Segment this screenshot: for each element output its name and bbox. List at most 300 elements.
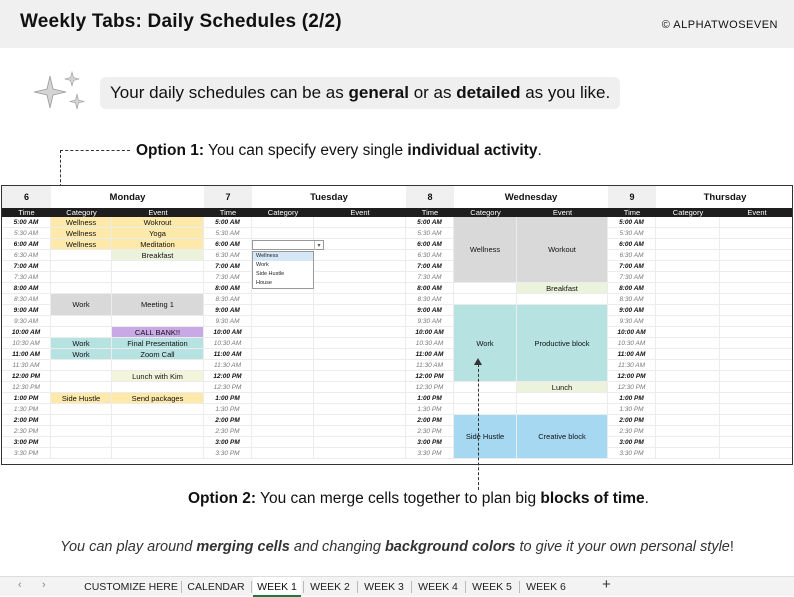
time-cell: 11:30 AM xyxy=(2,360,51,371)
time-column-header: Time xyxy=(2,208,51,217)
time-cell: 10:30 AM xyxy=(2,338,51,349)
category-cell[interactable] xyxy=(252,426,314,437)
time-cell: 10:30 AM xyxy=(608,338,656,349)
option2-bold: blocks of time xyxy=(540,490,645,507)
schedule-entry[interactable]: Wellness xyxy=(51,239,112,250)
category-cell[interactable] xyxy=(656,437,720,448)
time-cell: 1:00 PM xyxy=(608,393,656,404)
event-cell[interactable] xyxy=(720,239,793,250)
tab-scroll-left-icon[interactable]: ‹ xyxy=(18,579,22,591)
category-cell[interactable] xyxy=(51,415,112,426)
category-column-header: Category xyxy=(656,208,720,217)
time-cell: 11:00 AM xyxy=(608,349,656,360)
time-cell: 5:30 AM xyxy=(2,228,51,239)
merged-block[interactable]: Workout xyxy=(517,217,608,283)
merged-block[interactable]: Side Hustle xyxy=(454,415,517,459)
dropdown-option[interactable]: House xyxy=(256,280,272,286)
closing-bold: merging cells xyxy=(196,539,290,555)
time-cell: 8:30 AM xyxy=(608,294,656,305)
event-cell[interactable] xyxy=(112,316,204,327)
event-cell[interactable] xyxy=(314,382,406,393)
tab-separator xyxy=(411,581,412,593)
time-cell: 9:30 AM xyxy=(2,316,51,327)
schedule-entry[interactable]: Wellness xyxy=(51,228,112,239)
category-cell[interactable] xyxy=(252,294,314,305)
event-cell[interactable] xyxy=(112,404,204,415)
schedule-entry[interactable]: Lunch with Kim xyxy=(112,371,204,382)
category-cell[interactable] xyxy=(656,404,720,415)
category-cell[interactable] xyxy=(656,316,720,327)
tab-calendar[interactable]: CALENDAR xyxy=(187,581,245,593)
time-cell: 10:30 AM xyxy=(406,338,454,349)
time-cell: 7:30 AM xyxy=(608,272,656,283)
category-cell[interactable] xyxy=(252,371,314,382)
category-cell[interactable] xyxy=(454,382,517,393)
tab-customize-here[interactable]: CUSTOMIZE HERE xyxy=(84,581,178,593)
time-cell: 12:30 PM xyxy=(608,382,656,393)
time-cell: 8:00 AM xyxy=(2,283,51,294)
time-cell: 7:00 AM xyxy=(2,261,51,272)
event-cell[interactable] xyxy=(720,305,793,316)
event-cell[interactable] xyxy=(517,294,608,305)
time-cell: 10:00 AM xyxy=(406,327,454,338)
category-cell[interactable] xyxy=(252,349,314,360)
time-cell: 11:00 AM xyxy=(204,349,252,360)
category-column-header: Category xyxy=(454,208,517,217)
time-cell: 5:00 AM xyxy=(204,217,252,228)
time-cell: 2:00 PM xyxy=(2,415,51,426)
category-cell[interactable] xyxy=(252,448,314,459)
closing-text: and changing xyxy=(289,539,385,555)
time-cell: 3:00 PM xyxy=(204,437,252,448)
merged-block[interactable]: Wellness xyxy=(454,217,517,283)
merged-block[interactable]: Creative block xyxy=(517,415,608,459)
intro-text: Your daily schedules can be as xyxy=(110,83,349,102)
event-cell[interactable] xyxy=(720,371,793,382)
time-cell: 8:00 AM xyxy=(608,283,656,294)
schedule-sheet xyxy=(1,185,793,465)
category-cell[interactable] xyxy=(454,283,517,294)
event-cell[interactable] xyxy=(314,338,406,349)
option1-text: . xyxy=(537,142,542,159)
time-cell: 12:30 PM xyxy=(406,382,454,393)
time-cell: 1:30 PM xyxy=(608,404,656,415)
time-cell: 7:30 AM xyxy=(406,272,454,283)
closing-text: to give it your own personal style xyxy=(515,539,730,555)
time-cell: 5:30 AM xyxy=(406,228,454,239)
event-cell[interactable] xyxy=(314,272,406,283)
event-cell[interactable] xyxy=(720,360,793,371)
day-name: Monday xyxy=(51,186,204,208)
day-name: Wednesday xyxy=(454,186,608,208)
event-cell[interactable] xyxy=(112,415,204,426)
time-cell: 12:00 PM xyxy=(204,371,252,382)
event-cell[interactable] xyxy=(314,327,406,338)
event-cell[interactable] xyxy=(720,316,793,327)
time-cell: 1:00 PM xyxy=(406,393,454,404)
event-cell[interactable] xyxy=(112,437,204,448)
tab-separator xyxy=(357,581,358,593)
intro-callout xyxy=(100,77,620,109)
event-cell[interactable] xyxy=(314,305,406,316)
event-cell[interactable] xyxy=(314,426,406,437)
event-cell[interactable] xyxy=(314,393,406,404)
category-cell[interactable] xyxy=(656,217,720,228)
time-cell: 2:00 PM xyxy=(608,415,656,426)
event-cell[interactable] xyxy=(720,382,793,393)
event-cell[interactable] xyxy=(720,393,793,404)
category-cell[interactable] xyxy=(454,294,517,305)
time-cell: 3:00 PM xyxy=(608,437,656,448)
category-cell[interactable] xyxy=(51,404,112,415)
category-cell[interactable] xyxy=(656,371,720,382)
category-cell[interactable] xyxy=(252,382,314,393)
merged-block[interactable]: Work xyxy=(51,294,112,316)
dropdown-option[interactable]: Wellness xyxy=(253,252,313,261)
tab-separator xyxy=(251,581,252,593)
schedule-entry[interactable]: Yoga xyxy=(112,228,204,239)
time-cell: 1:00 PM xyxy=(204,393,252,404)
page-title: Weekly Tabs: Daily Schedules (2/2) xyxy=(20,11,342,32)
time-cell: 7:00 AM xyxy=(608,261,656,272)
category-cell[interactable] xyxy=(656,426,720,437)
time-cell: 5:00 AM xyxy=(406,217,454,228)
option2-caption xyxy=(188,490,649,508)
schedule-entry[interactable]: Zoom Call xyxy=(112,349,204,360)
option1-caption xyxy=(136,142,542,160)
event-column-header: Event xyxy=(112,208,204,217)
time-cell: 11:30 AM xyxy=(608,360,656,371)
event-cell[interactable] xyxy=(720,404,793,415)
category-cell[interactable] xyxy=(656,360,720,371)
category-cell[interactable] xyxy=(656,327,720,338)
category-cell[interactable] xyxy=(656,272,720,283)
category-cell[interactable] xyxy=(252,437,314,448)
category-cell[interactable] xyxy=(656,250,720,261)
category-cell[interactable] xyxy=(454,393,517,404)
event-cell[interactable] xyxy=(720,415,793,426)
event-cell[interactable] xyxy=(314,261,406,272)
category-cell[interactable] xyxy=(51,448,112,459)
time-cell: 10:30 AM xyxy=(204,338,252,349)
event-column-header: Event xyxy=(517,208,608,217)
merged-block[interactable]: Productive block xyxy=(517,305,608,382)
tab-week-2[interactable]: WEEK 2 xyxy=(310,581,350,593)
event-cell[interactable] xyxy=(720,283,793,294)
copyright: © ALPHATWOSEVEN xyxy=(661,19,778,31)
option2-text: . xyxy=(644,490,649,507)
category-cell[interactable] xyxy=(656,261,720,272)
event-column-header: Event xyxy=(314,208,406,217)
event-cell[interactable] xyxy=(314,228,406,239)
time-cell: 6:30 AM xyxy=(406,250,454,261)
time-cell: 6:30 AM xyxy=(2,250,51,261)
event-cell[interactable] xyxy=(720,217,793,228)
option2-arrowhead xyxy=(474,358,482,365)
closing-bold: background colors xyxy=(384,539,516,555)
closing-note xyxy=(0,539,794,555)
option2-connector xyxy=(478,364,479,490)
event-cell[interactable] xyxy=(314,371,406,382)
category-cell[interactable] xyxy=(51,382,112,393)
category-cell[interactable] xyxy=(656,448,720,459)
time-cell: 3:30 PM xyxy=(2,448,51,459)
time-cell: 3:00 PM xyxy=(2,437,51,448)
category-cell[interactable] xyxy=(656,294,720,305)
event-cell[interactable] xyxy=(112,382,204,393)
time-cell: 3:30 PM xyxy=(406,448,454,459)
event-cell[interactable] xyxy=(720,327,793,338)
event-cell[interactable] xyxy=(314,217,406,228)
category-cell[interactable] xyxy=(656,393,720,404)
schedule-entry[interactable]: Breakfast xyxy=(112,250,204,261)
time-cell: 6:30 AM xyxy=(204,250,252,261)
category-cell[interactable] xyxy=(51,250,112,261)
schedule-entry[interactable]: CALL BANK!! xyxy=(112,327,204,338)
time-cell: 6:00 AM xyxy=(406,239,454,250)
category-cell[interactable] xyxy=(656,415,720,426)
event-cell[interactable] xyxy=(720,261,793,272)
sheet-tab-bar xyxy=(0,576,794,596)
tab-scroll-right-icon[interactable]: › xyxy=(42,579,46,591)
category-cell[interactable] xyxy=(656,382,720,393)
time-cell: 9:00 AM xyxy=(2,305,51,316)
time-cell: 2:30 PM xyxy=(2,426,51,437)
event-cell[interactable] xyxy=(314,316,406,327)
time-cell: 8:00 AM xyxy=(406,283,454,294)
schedule-entry[interactable]: Send packages xyxy=(112,393,204,404)
day-number: 8 xyxy=(406,186,454,208)
time-cell: 2:00 PM xyxy=(406,415,454,426)
day-name: Tuesday xyxy=(252,186,406,208)
day-number: 7 xyxy=(204,186,252,208)
event-cell[interactable] xyxy=(314,239,406,250)
time-cell: 9:30 AM xyxy=(608,316,656,327)
time-cell: 9:00 AM xyxy=(406,305,454,316)
option2-label: Option 2: xyxy=(188,490,257,507)
event-cell[interactable] xyxy=(314,283,406,294)
event-cell[interactable] xyxy=(112,272,204,283)
option1-bold: individual activity xyxy=(407,142,538,159)
chevron-down-icon[interactable]: ▾ xyxy=(314,241,323,250)
event-cell[interactable] xyxy=(720,272,793,283)
schedule-entry[interactable]: Meditation xyxy=(112,239,204,250)
category-cell[interactable] xyxy=(656,239,720,250)
category-cell[interactable] xyxy=(252,217,314,228)
category-dropdown[interactable] xyxy=(252,240,324,250)
time-cell: 10:00 AM xyxy=(608,327,656,338)
time-cell: 8:00 AM xyxy=(204,283,252,294)
time-cell: 9:30 AM xyxy=(204,316,252,327)
merged-block[interactable]: Meeting 1 xyxy=(112,294,204,316)
category-cell[interactable] xyxy=(252,360,314,371)
event-cell[interactable] xyxy=(517,404,608,415)
schedule-entry[interactable]: Lunch xyxy=(517,382,608,393)
time-cell: 10:00 AM xyxy=(2,327,51,338)
event-cell[interactable] xyxy=(720,437,793,448)
intro-bold-detailed: detailed xyxy=(456,83,521,102)
category-cell[interactable] xyxy=(51,327,112,338)
category-cell[interactable] xyxy=(656,228,720,239)
schedule-entry[interactable]: Work xyxy=(51,349,112,360)
event-cell[interactable] xyxy=(720,448,793,459)
category-cell[interactable] xyxy=(51,426,112,437)
tab-separator xyxy=(465,581,466,593)
event-cell[interactable] xyxy=(314,415,406,426)
merged-block[interactable]: Work xyxy=(454,305,517,382)
tab-separator xyxy=(303,581,304,593)
category-cell[interactable] xyxy=(252,415,314,426)
time-cell: 6:00 AM xyxy=(608,239,656,250)
time-cell: 7:00 AM xyxy=(406,261,454,272)
time-cell: 3:30 PM xyxy=(608,448,656,459)
event-cell[interactable] xyxy=(314,404,406,415)
time-cell: 12:30 PM xyxy=(2,382,51,393)
category-column-header: Category xyxy=(252,208,314,217)
tab-week-1[interactable]: WEEK 1 xyxy=(253,577,301,597)
add-sheet-button[interactable]: + xyxy=(602,576,611,593)
event-cell[interactable] xyxy=(720,228,793,239)
page-header xyxy=(0,0,794,48)
closing-text: ! xyxy=(729,539,734,555)
time-cell: 8:30 AM xyxy=(2,294,51,305)
time-cell: 9:30 AM xyxy=(406,316,454,327)
time-cell: 10:00 AM xyxy=(204,327,252,338)
time-cell: 6:00 AM xyxy=(2,239,51,250)
time-cell: 8:30 AM xyxy=(204,294,252,305)
dropdown-option[interactable]: Work xyxy=(256,262,269,268)
event-cell[interactable] xyxy=(720,294,793,305)
time-cell: 12:00 PM xyxy=(608,371,656,382)
time-cell: 2:30 PM xyxy=(204,426,252,437)
time-cell: 9:00 AM xyxy=(204,305,252,316)
time-cell: 7:30 AM xyxy=(204,272,252,283)
category-cell[interactable] xyxy=(51,272,112,283)
event-cell[interactable] xyxy=(720,338,793,349)
category-cell[interactable] xyxy=(656,349,720,360)
event-cell[interactable] xyxy=(112,360,204,371)
time-cell: 5:30 AM xyxy=(204,228,252,239)
time-cell: 2:30 PM xyxy=(406,426,454,437)
event-cell[interactable] xyxy=(112,261,204,272)
time-cell: 2:00 PM xyxy=(204,415,252,426)
event-cell[interactable] xyxy=(314,448,406,459)
event-cell[interactable] xyxy=(314,250,406,261)
time-cell: 11:30 AM xyxy=(204,360,252,371)
category-cell[interactable] xyxy=(252,228,314,239)
time-cell: 7:30 AM xyxy=(2,272,51,283)
category-cell[interactable] xyxy=(252,404,314,415)
event-cell[interactable] xyxy=(720,349,793,360)
schedule-entry[interactable]: Side Hustle xyxy=(51,393,112,404)
time-cell: 5:00 AM xyxy=(2,217,51,228)
schedule-entry[interactable]: Work xyxy=(51,338,112,349)
category-cell[interactable] xyxy=(656,305,720,316)
day-name: Thursday xyxy=(656,186,793,208)
category-cell[interactable] xyxy=(51,360,112,371)
time-cell: 6:00 AM xyxy=(204,239,252,250)
intro-bold-general: general xyxy=(348,83,409,102)
tab-separator xyxy=(181,581,182,593)
time-cell: 12:00 PM xyxy=(2,371,51,382)
category-cell[interactable] xyxy=(252,393,314,404)
event-column-header: Event xyxy=(720,208,793,217)
time-column-header: Time xyxy=(608,208,656,217)
event-cell[interactable] xyxy=(517,393,608,404)
category-cell[interactable] xyxy=(51,261,112,272)
category-cell[interactable] xyxy=(51,283,112,294)
tab-week-3[interactable]: WEEK 3 xyxy=(364,581,404,593)
time-cell: 1:30 PM xyxy=(204,404,252,415)
schedule-entry[interactable]: Final Presentation xyxy=(112,338,204,349)
intro-text: as you like. xyxy=(520,83,611,102)
category-cell[interactable] xyxy=(454,404,517,415)
category-cell[interactable] xyxy=(252,316,314,327)
sparkle-icon xyxy=(34,70,86,114)
time-cell: 9:00 AM xyxy=(608,305,656,316)
option1-text: You can specify every single xyxy=(204,142,408,159)
time-cell: 6:30 AM xyxy=(608,250,656,261)
event-cell[interactable] xyxy=(314,349,406,360)
time-cell: 7:00 AM xyxy=(204,261,252,272)
tab-week-5[interactable]: WEEK 5 xyxy=(472,581,512,593)
schedule-entry[interactable]: Wokrout xyxy=(112,217,204,228)
dropdown-option[interactable]: Side Hustle xyxy=(256,271,285,277)
closing-text: You can play around xyxy=(60,539,197,555)
event-cell[interactable] xyxy=(720,426,793,437)
day-number: 6 xyxy=(2,186,51,208)
event-cell[interactable] xyxy=(720,250,793,261)
tab-week-6[interactable]: WEEK 6 xyxy=(526,581,566,593)
time-cell: 2:30 PM xyxy=(608,426,656,437)
category-cell[interactable] xyxy=(51,316,112,327)
event-cell[interactable] xyxy=(314,294,406,305)
tab-separator xyxy=(519,581,520,593)
category-column-header: Category xyxy=(51,208,112,217)
category-cell[interactable] xyxy=(252,327,314,338)
time-cell: 3:00 PM xyxy=(406,437,454,448)
schedule-entry[interactable]: Wellness xyxy=(51,217,112,228)
time-cell: 8:30 AM xyxy=(406,294,454,305)
day-number: 9 xyxy=(608,186,656,208)
category-cell[interactable] xyxy=(51,371,112,382)
event-cell[interactable] xyxy=(112,426,204,437)
time-cell: 11:00 AM xyxy=(406,349,454,360)
time-cell: 1:00 PM xyxy=(2,393,51,404)
tab-week-4[interactable]: WEEK 4 xyxy=(418,581,458,593)
time-cell: 1:30 PM xyxy=(406,404,454,415)
time-cell: 11:00 AM xyxy=(2,349,51,360)
time-cell: 3:30 PM xyxy=(204,448,252,459)
option1-label: Option 1: xyxy=(136,142,205,159)
category-cell[interactable] xyxy=(51,437,112,448)
time-column-header: Time xyxy=(204,208,252,217)
event-cell[interactable] xyxy=(112,448,204,459)
event-cell[interactable] xyxy=(314,437,406,448)
event-cell[interactable] xyxy=(314,360,406,371)
category-cell[interactable] xyxy=(252,338,314,349)
category-cell[interactable] xyxy=(252,305,314,316)
dropdown-list xyxy=(252,251,314,289)
event-cell[interactable] xyxy=(112,283,204,294)
category-cell[interactable] xyxy=(656,338,720,349)
time-column-header: Time xyxy=(406,208,454,217)
option2-text: You can merge cells together to plan big xyxy=(256,490,541,507)
schedule-entry[interactable]: Breakfast xyxy=(517,283,608,294)
intro-text: or as xyxy=(408,83,457,102)
time-cell: 12:00 PM xyxy=(406,371,454,382)
category-cell[interactable] xyxy=(656,283,720,294)
